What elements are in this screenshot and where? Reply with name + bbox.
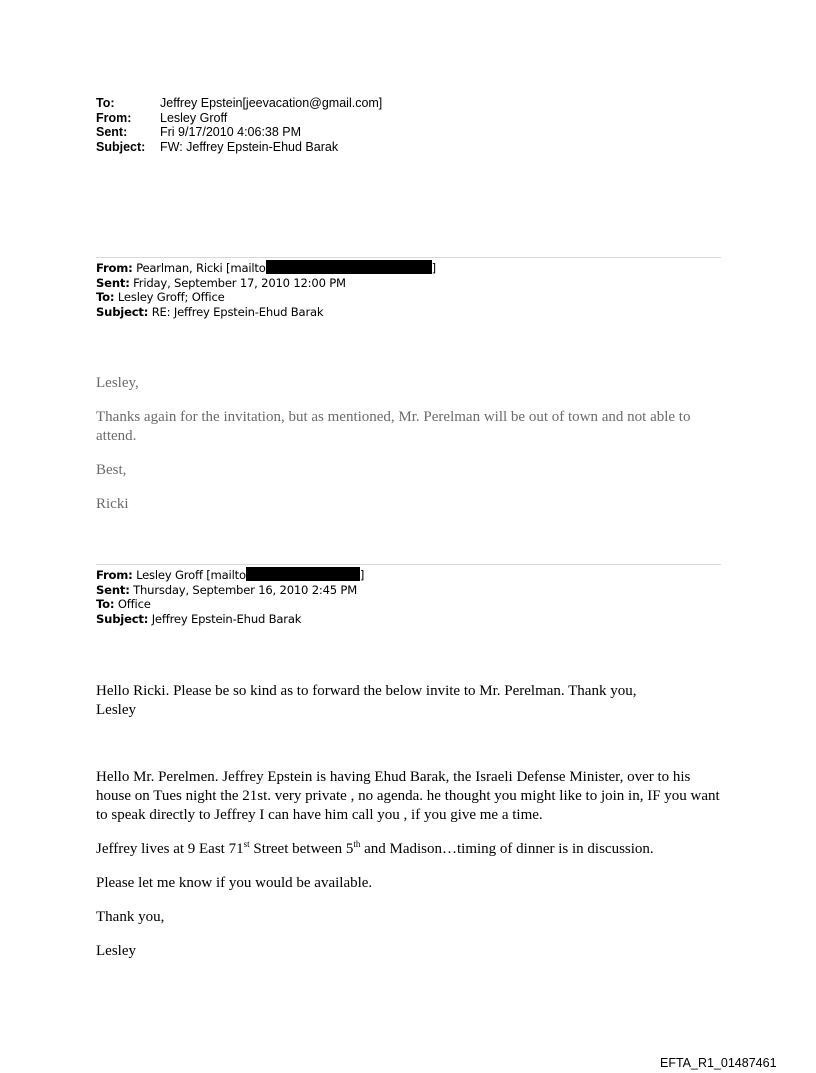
message1-body (96, 374, 726, 514)
address-part2: Street between 5 (249, 841, 354, 857)
message2-address-line (96, 840, 726, 859)
message2-sent-value: Thursday, September 16, 2010 2:45 PM (129, 582, 358, 597)
message2-subject-row (96, 612, 721, 627)
envelope-sent-value: Fri 9/17/2010 4:06:38 PM (160, 125, 302, 139)
message2-sent-row (96, 583, 721, 598)
message1-subject-value: RE: Jeffrey Epstein-Ehud Barak (148, 304, 324, 319)
envelope-subject-value: FW: Jeffrey Epstein-Ehud Barak (160, 139, 339, 154)
message1-signature: Ricki (96, 496, 129, 512)
message1-subject-label: Subject: (96, 304, 149, 319)
message2-from-close: ] (359, 568, 365, 582)
redacted-email-block (246, 567, 360, 581)
message2-from-label: From: (96, 568, 133, 582)
message2-to-row (96, 597, 721, 612)
address-sup2: th (353, 839, 361, 849)
message2-availability: Please let me know if you would be available. (96, 875, 373, 891)
message1-closing: Best, (96, 462, 127, 478)
message2-subject-label: Subject: (96, 611, 149, 626)
message2-subject-value: Jeffrey Epstein-Ehud Barak (148, 611, 302, 626)
message2-from-value: Lesley Groff [mailto (132, 568, 246, 582)
message2-intro (96, 682, 726, 720)
envelope-header (96, 96, 382, 154)
message1-sent-value: Friday, September 17, 2010 12:00 PM (129, 275, 346, 290)
envelope-to-value: Jeffrey Epstein[jeevacation@gmail.com] (160, 96, 383, 110)
message2-intro-line2: Lesley (96, 702, 136, 718)
message2-to-value: Office (114, 597, 151, 612)
message2-thanks: Thank you, (96, 909, 165, 925)
envelope-from-value: Lesley Groff (160, 110, 228, 125)
message1-from-close: ] (431, 261, 436, 275)
envelope-to-row (96, 96, 382, 111)
message2-intro-line1: Hello Ricki. Please be so kind as to forward the below invite to Mr. Perelman. Thank you, (96, 683, 637, 699)
address-sup1: st (243, 839, 250, 849)
envelope-subject-label: Subject: (96, 139, 146, 154)
message1-to-label: To: (96, 290, 115, 305)
message1-from-row (96, 260, 721, 276)
message1-to-value: Lesley Groff; Office (114, 290, 225, 305)
envelope-from-row (96, 111, 382, 126)
envelope-subject-row (96, 140, 382, 155)
message2-signature: Lesley (96, 943, 136, 959)
message2-invite (96, 768, 726, 961)
message2-invite-paragraph: Hello Mr. Perelmen. Jeffrey Epstein is having Ehud Barak, the Israeli Defense Minister, over to his house on Tues night the 21st. very private , no agenda. he thought you might like to join in, IF you want to speak directly to Jeffrey I can have him call you , if you give me a time. (96, 769, 720, 823)
address-part3: and Madison…timing of dinner is in discussion. (360, 841, 654, 857)
message2-to-label: To: (96, 597, 115, 612)
message1-to-row (96, 290, 721, 305)
envelope-to-label: To: (96, 96, 115, 110)
message2-sent-label: Sent: (96, 582, 130, 597)
message1-sent-row (96, 276, 721, 291)
address-part1: Jeffrey lives at 9 East 71 (96, 841, 244, 857)
redacted-email-block (266, 260, 432, 274)
message2-from-row (96, 567, 721, 583)
envelope-sent-label: Sent: (96, 125, 128, 139)
message1-from-label: From: (96, 261, 133, 275)
message1-sent-label: Sent: (96, 275, 130, 290)
document-id: EFTA_R1_01487461 (660, 1056, 777, 1070)
message1-header (96, 257, 721, 319)
message2-header (96, 564, 721, 626)
message1-paragraph: Thanks again for the invitation, but as mentioned, Mr. Perelman will be out of town and not able to attend. (96, 409, 691, 444)
envelope-sent-row (96, 125, 382, 140)
message1-greeting: Lesley, (96, 375, 139, 391)
message1-subject-row (96, 305, 721, 320)
message1-from-value: Pearlman, Ricki [mailto (132, 261, 266, 275)
envelope-from-label: From: (96, 110, 132, 125)
